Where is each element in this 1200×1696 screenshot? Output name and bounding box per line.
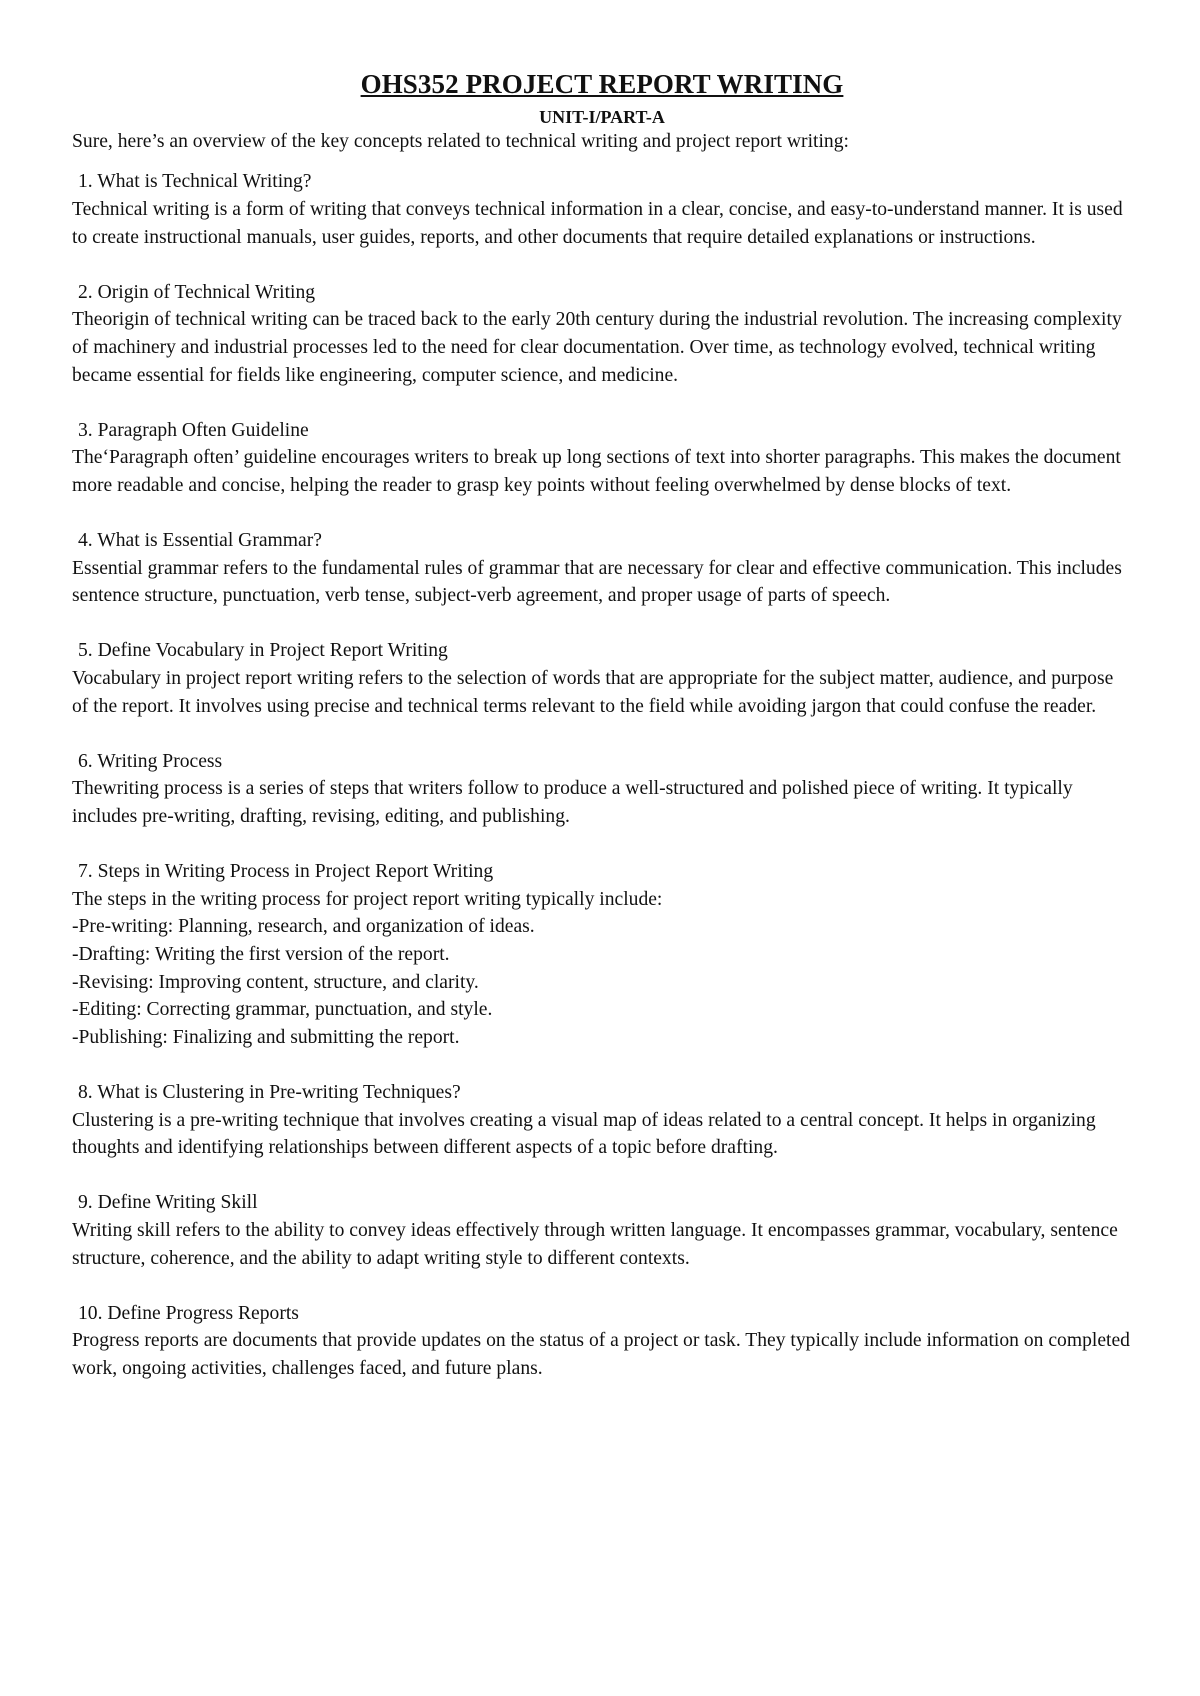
- section-1: [72, 168, 1132, 251]
- section-body: The‘Paragraph often’ guideline encourages writers to break up long sections of text into shorter paragraphs. This makes the document more readable and concise, helping the reader to grasp key points without feeling overwhelmed by dense blocks of text.: [72, 447, 1121, 496]
- section-body: Clustering is a pre-writing technique that involves creating a visual map of ideas related to a central concept. It helps in organizing thoughts and identifying relationships between different aspects of a topic before drafting.: [72, 1109, 1096, 1159]
- section-heading: 4. What is Essential Grammar?: [78, 530, 322, 552]
- section-body: Theorigin of technical writing can be traced back to the early 20th century during the industrial revolution. The increasing complexity of machinery and industrial processes led to the need for clear documentation. Over time, as technology evolved, technical writing became essential for fields like engineering, computer science, and medicine.: [72, 309, 1122, 386]
- document-page: [72, 68, 1132, 1410]
- section-3: [72, 417, 1132, 500]
- section-heading: 2. Origin of Technical Writing: [78, 281, 316, 303]
- section-heading: 1. What is Technical Writing?: [78, 171, 312, 193]
- section-4: [72, 527, 1132, 610]
- section-body: Progress reports are documents that provide updates on the status of a project or task. They typically include information on completed work, ongoing activities, challenges faced, and future plans.: [72, 1330, 1130, 1379]
- section-9: [72, 1189, 1132, 1272]
- section-6: [72, 748, 1132, 831]
- section-heading: 3. Paragraph Often Guideline: [78, 419, 309, 441]
- step-item-pre-writing: -Pre-writing: Planning, research, and organization of ideas.: [72, 916, 535, 938]
- intro-paragraph: Sure, here’s an overview of the key concepts related to technical writing and project report writing:: [72, 130, 849, 152]
- step-item-publishing: -Publishing: Finalizing and submitting the report.: [72, 1026, 460, 1048]
- section-heading: 6. Writing Process: [78, 750, 223, 772]
- document-title: OHS352 PROJECT REPORT WRITING: [360, 69, 844, 99]
- step-item-drafting: -Drafting: Writing the first version of the report.: [72, 943, 450, 965]
- section-heading: 9. Define Writing Skill: [78, 1192, 258, 1214]
- section-heading: 8. What is Clustering in Pre-writing Techniques?: [78, 1081, 461, 1103]
- section-heading: 10. Define Progress Reports: [78, 1302, 299, 1324]
- section-5: [72, 637, 1132, 720]
- document-subtitle: UNIT-I/PART-A: [539, 106, 665, 127]
- step-item-revising: -Revising: Improving content, structure, and clarity.: [72, 971, 479, 993]
- section-heading: 7. Steps in Writing Process in Project Report Writing: [78, 861, 494, 883]
- section-7: [72, 858, 1132, 1051]
- step-item-editing: -Editing: Correcting grammar, punctuation, and style.: [72, 999, 493, 1021]
- section-8: [72, 1079, 1132, 1162]
- section-body: The steps in the writing process for project report writing typically include:: [72, 888, 663, 910]
- section-body: Essential grammar refers to the fundamental rules of grammar that are necessary for clear and effective communication. This includes sentence structure, punctuation, verb tense, subject-verb agreement, and proper usage of parts of speech.: [72, 557, 1122, 607]
- section-2: [72, 279, 1132, 389]
- section-body: Technical writing is a form of writing that conveys technical information in a clear, concise, and easy-to-understand manner. It is used to create instructional manuals, user guides, reports, and other documents that require detailed explanations or instructions.: [72, 198, 1123, 248]
- section-10: [72, 1300, 1132, 1383]
- section-body: Writing skill refers to the ability to convey ideas effectively through written language. It encompasses grammar, vocabulary, sentence structure, coherence, and the ability to adapt writing style to different contexts.: [72, 1219, 1118, 1269]
- section-body: Vocabulary in project report writing refers to the selection of words that are appropriate for the subject matter, audience, and purpose of the report. It involves using precise and technical terms relevant to the field while avoiding jargon that could confuse the reader.: [72, 668, 1114, 717]
- section-body: Thewriting process is a series of steps that writers follow to produce a well-structured and polished piece of writing. It typically includes pre-writing, drafting, revising, editing, and publishing.: [72, 778, 1073, 827]
- section-heading: 5. Define Vocabulary in Project Report Writing: [78, 640, 448, 662]
